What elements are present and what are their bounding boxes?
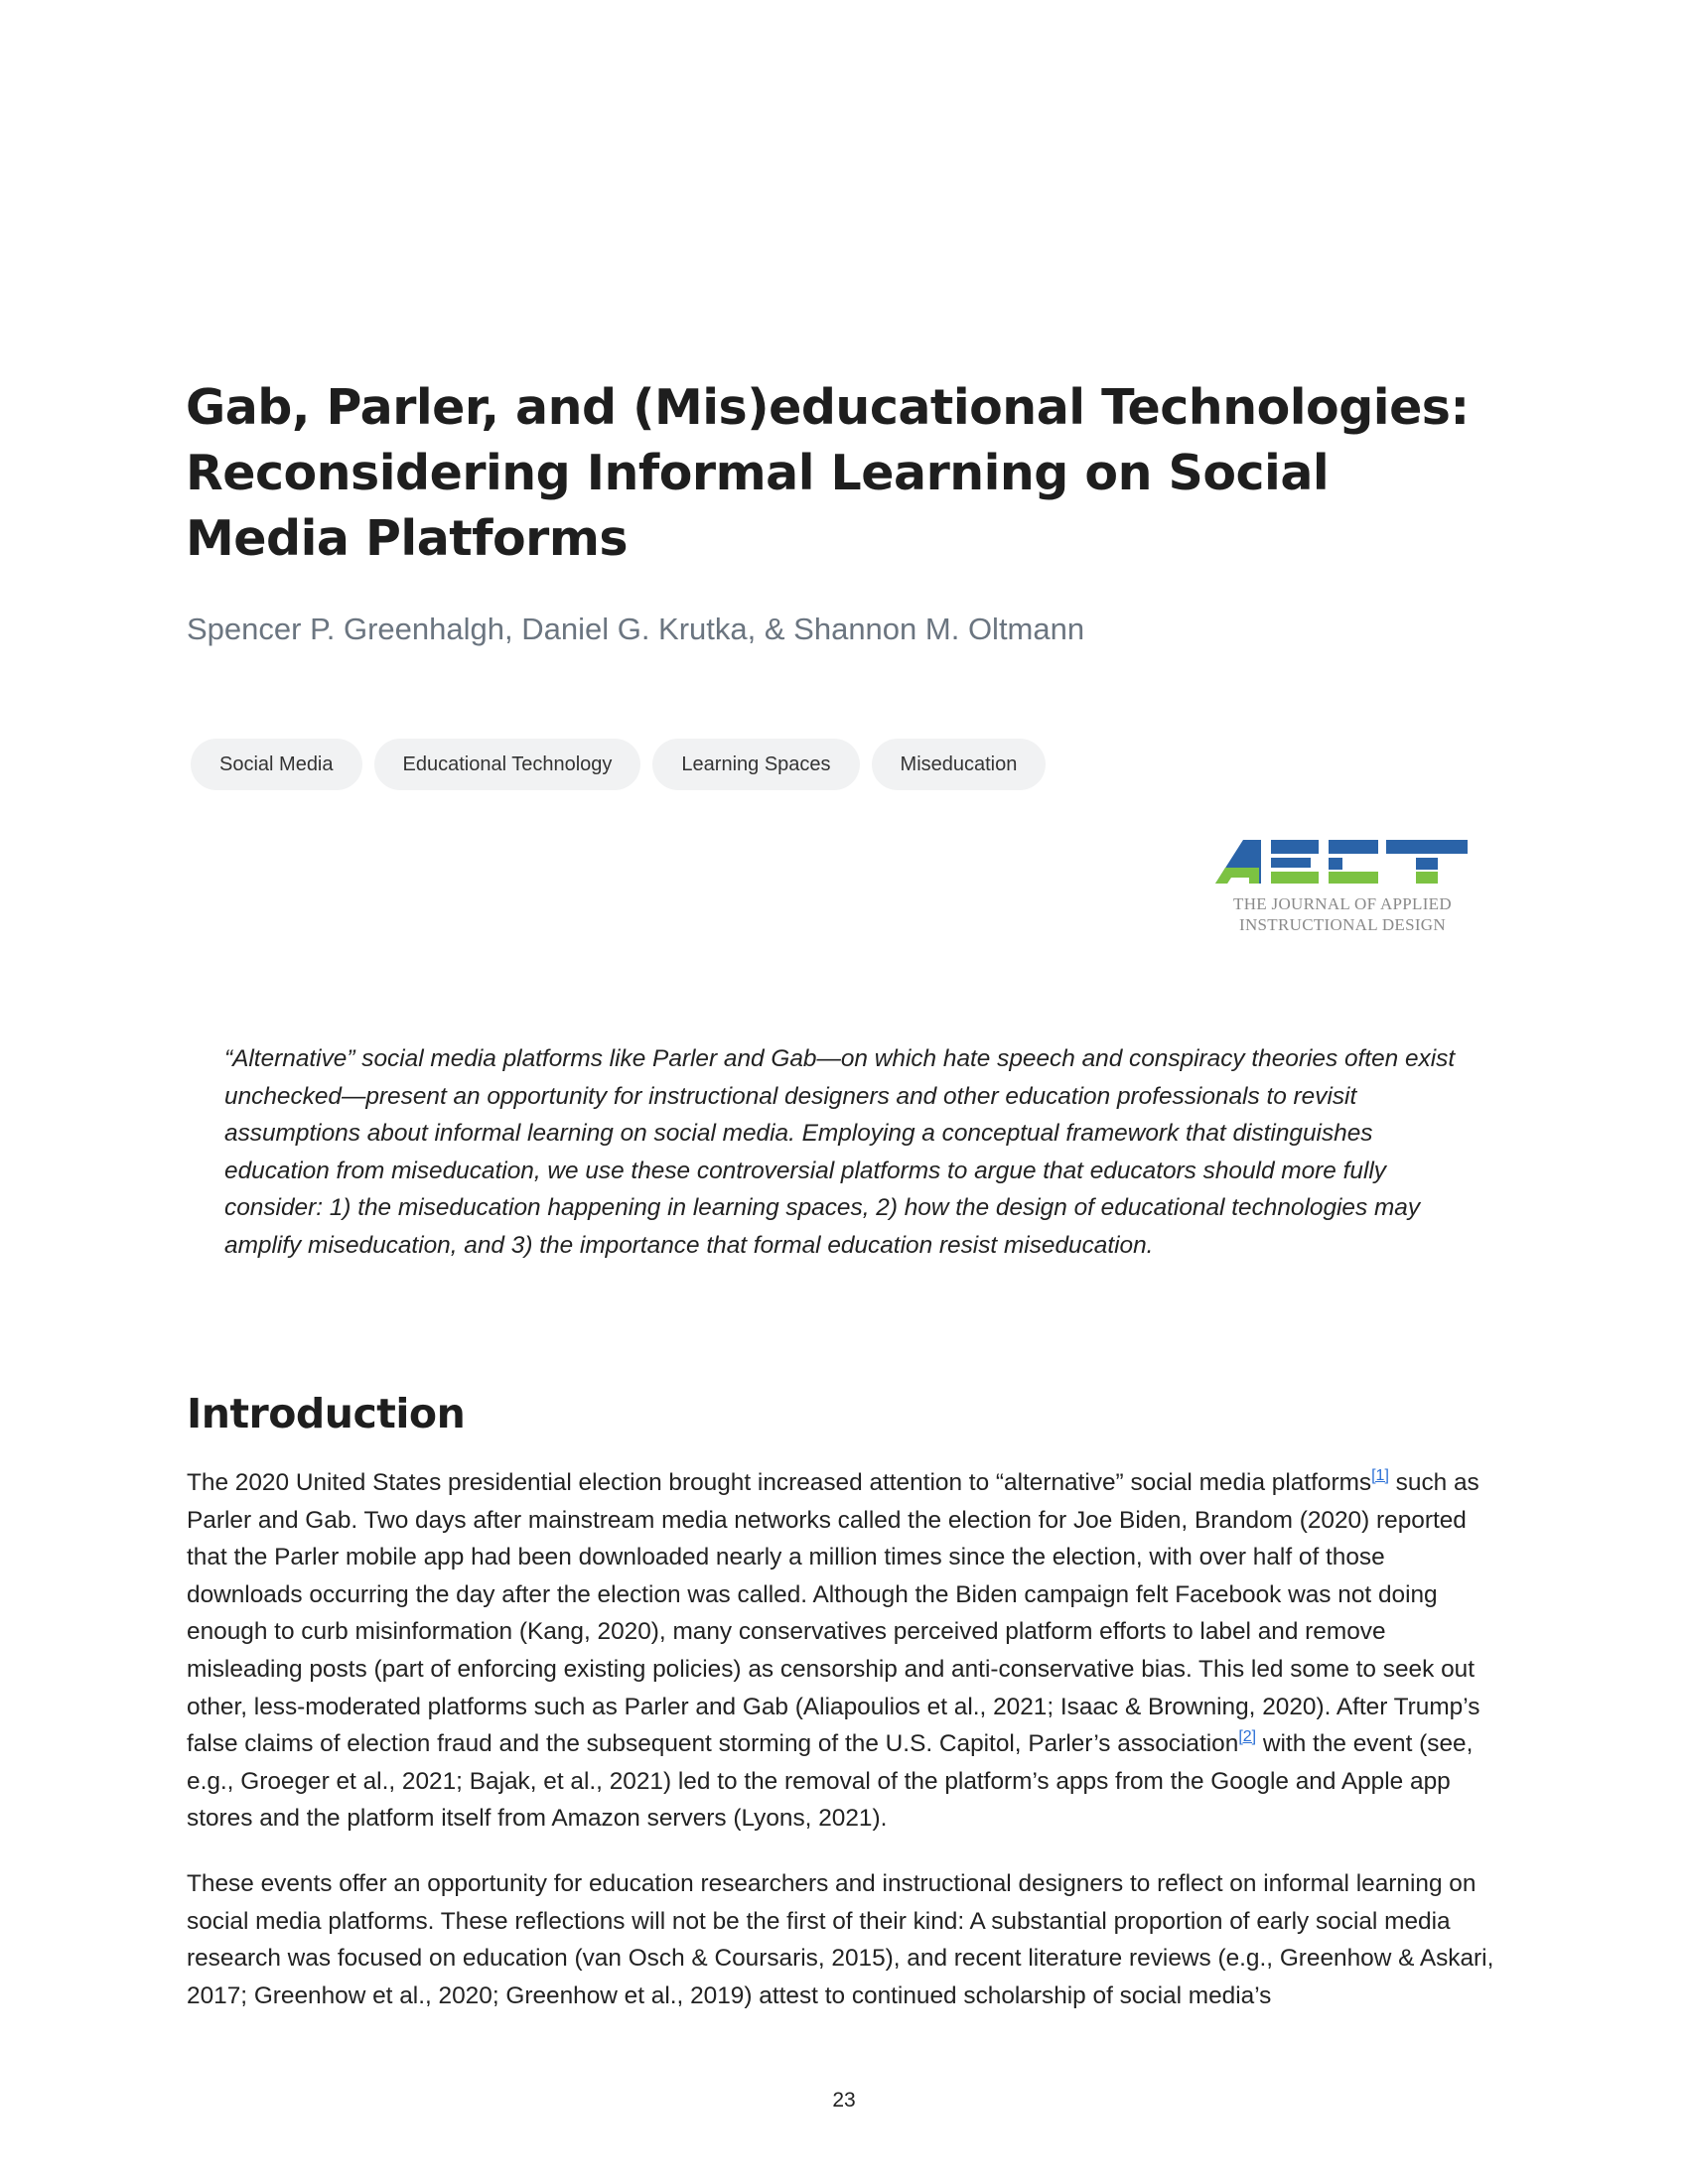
keyword-tags [191, 739, 1046, 790]
paragraph-text: with the event (see, e.g., Groeger et al., 2021; Bajak, et al., 2021) led to the removal of the platform’s apps from the Google and Apple app stores and the platform itself from Amazon servers (Lyons, 2021). [187, 1730, 1474, 1833]
intro-paragraph-1 [187, 1464, 1502, 1838]
tag-learning-spaces[interactable]: Learning Spaces [652, 739, 859, 790]
intro-paragraph-2: These events offer an opportunity for education researchers and instructional designers to reflect on informal learning on social media platforms. These reflections will not be the first of their kind: A substantial proportion of early social media research was focused on education (van Osch & Coursaris, 2015), and recent literature reviews (e.g., Greenhow & Askari, 2017; Greenhow et al., 2020; Greenhow et al., 2019) attest to continued scholarship of social media’s [187, 1870, 1494, 2009]
footnote-ref-2 [1238, 1728, 1256, 1745]
tag-social-media[interactable]: Social Media [191, 739, 362, 790]
tag-educational-technology[interactable]: Educational Technology [374, 739, 641, 790]
footnote-link-2[interactable]: [2] [1238, 1728, 1257, 1746]
journal-name-line2: INSTRUCTIONAL DESIGN [1239, 915, 1446, 934]
journal-name [1213, 893, 1472, 935]
tag-miseducation[interactable]: Miseducation [872, 739, 1047, 790]
abstract: “Alternative” social media platforms like Parler and Gab—on which hate speech and conspiracy theories often exist unchecked—present an opportunity for instructional designers and other education professionals to revisit assumptions about informal learning on social media. Employing a conceptual framework that distinguishes education from miseducation, we use these controversial platforms to argue that educators should more fully consider: 1) the miseducation happening in learning spaces, 2) how the design of educational technologies may amplify miseducation, and 3) the importance that formal education resist miseducation. [224, 1045, 1456, 1259]
footnote-ref-1 [1371, 1467, 1389, 1484]
article-title: Gab, Parler, and (Mis)educational Technologies: Reconsidering Informal Learning on Social Media Platforms [186, 379, 1470, 567]
footnote-link-1[interactable]: [1] [1371, 1467, 1389, 1484]
journal-name-line1: THE JOURNAL OF APPLIED [1233, 894, 1452, 913]
section-heading-introduction: Introduction [187, 1390, 466, 1437]
paragraph-text: The 2020 United States presidential election brought increased attention to “alternative” social media platforms [187, 1469, 1372, 1496]
aect-logo-icon [1213, 834, 1472, 893]
journal-logo [1213, 834, 1472, 943]
author-list: Spencer P. Greenhalgh, Daniel G. Krutka, & Shannon M. Oltmann [187, 612, 1085, 646]
paragraph-text: such as Parler and Gab. Two days after mainstream media networks called the election for Joe Biden, Brandom (2020) reported that the Parler mobile app had been downloaded nearly a million times since the election, with over half of those downloads occurring the day after the election was called. Although the Biden campaign felt Facebook was not doing enough to curb misinformation (Kang, 2020), many conservatives perceived platform efforts to label and remove misleading posts (part of enforcing existing policies) as censorship and anti-conservative bias. This led some to seek out other, less-moderated platforms such as Parler and Gab (Aliapoulios et al., 2021; Isaac & Browning, 2020). After Trump’s false claims of election fraud and the subsequent storming of the U.S. Capitol, Parler’s association [187, 1469, 1480, 1758]
page-number: 23 [832, 2089, 856, 2112]
